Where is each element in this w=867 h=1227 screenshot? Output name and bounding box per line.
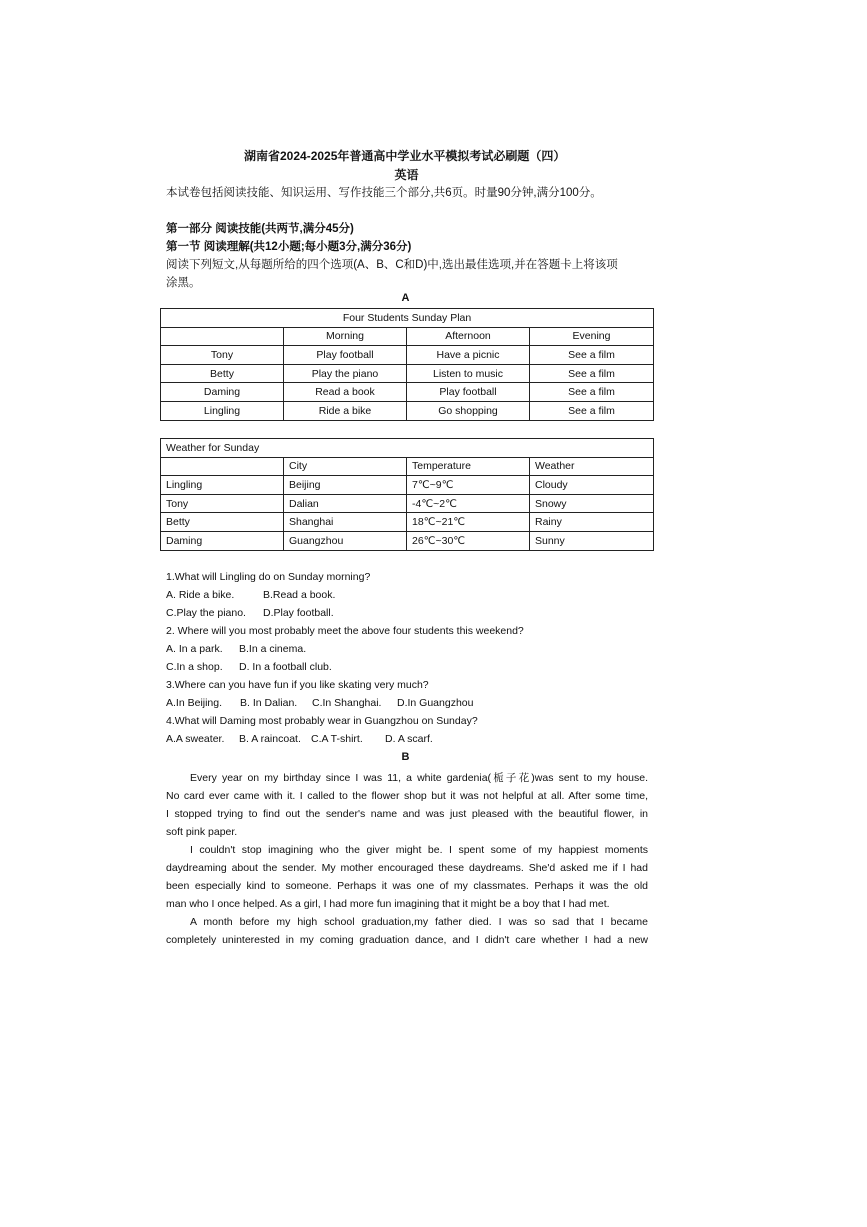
weather-cell: 18℃~21℃: [407, 513, 530, 532]
weather-cell: Tony: [161, 494, 284, 513]
plan-cell: Play football: [407, 383, 530, 402]
weather-cell: -4℃~2℃: [407, 494, 530, 513]
question-4-option-c: C.A T-shirt.: [311, 733, 363, 745]
question-4-option-d: D. A scarf.: [385, 733, 433, 745]
weather-cell: Dalian: [284, 494, 407, 513]
plan-cell: See a film: [530, 401, 654, 420]
weather-cell: Beijing: [284, 476, 407, 495]
weather-cell: Guangzhou: [284, 531, 407, 550]
plan-cell: Daming: [161, 383, 284, 402]
passage-line: been especially kind to someone. Perhaps it was one of my classmates. Perhaps it was the old: [166, 880, 648, 892]
weather-cell: 26℃~30℃: [407, 531, 530, 550]
sunday-plan-table: [160, 308, 654, 421]
question-2-option-a: A. In a park.: [166, 643, 223, 655]
question-4-option-b: B. A raincoat.: [239, 733, 301, 745]
section-one-heading: 第一节 阅读理解(共12小题;每小题3分,满分36分): [166, 241, 412, 253]
plan-cell: See a film: [530, 364, 654, 383]
plan-cell: See a film: [530, 383, 654, 402]
weather-cell: Sunny: [530, 531, 654, 550]
plan-cell: Play the piano: [284, 364, 407, 383]
plan-table-header-row: [161, 327, 654, 346]
plan-cell: Ride a bike: [284, 401, 407, 420]
question-3-stem: 3.Where can you have fun if you like skating very much?: [166, 679, 429, 691]
plan-cell: Read a book: [284, 383, 407, 402]
passage-b-text: [166, 769, 648, 949]
exam-intro: 本试卷包括阅读技能、知识运用、写作技能三个部分,共6页。时量90分钟,满分100分。: [166, 187, 602, 199]
weather-cell: Lingling: [161, 476, 284, 495]
subject-title: 英语: [394, 168, 419, 182]
plan-header-cell: Afternoon: [407, 327, 530, 346]
plan-cell: Play football: [284, 346, 407, 365]
weather-header-cell: Weather: [530, 457, 654, 476]
table-row: [161, 401, 654, 420]
instruction-line-2: 涂黑。: [166, 277, 201, 289]
weather-table-title: Weather for Sunday: [161, 439, 654, 458]
weather-cell: Cloudy: [530, 476, 654, 495]
weather-cell: Rainy: [530, 513, 654, 532]
question-1-option-a: A. Ride a bike.: [166, 589, 235, 601]
weather-header-cell: Temperature: [407, 457, 530, 476]
table-row: [161, 531, 654, 550]
question-4-option-a: A.A sweater.: [166, 733, 225, 745]
weather-cell: Snowy: [530, 494, 654, 513]
weather-cell: Daming: [161, 531, 284, 550]
plan-cell: Go shopping: [407, 401, 530, 420]
question-3-option-b: B. In Dalian.: [240, 697, 298, 709]
plan-cell: See a film: [530, 346, 654, 365]
question-2-stem: 2. Where will you most probably meet the above four students this weekend?: [166, 625, 524, 637]
passage-line: man who I once helped. As a girl, I had more fun imagining that it might be a boy that I had met.: [166, 898, 610, 910]
passage-line: I couldn't stop imagining who the giver might be. I spent some of my happiest moments: [190, 844, 648, 856]
part-one-heading: 第一部分 阅读技能(共两节,满分45分): [166, 223, 354, 235]
table-row: [161, 364, 654, 383]
exam-title: 湖南省2024-2025年普通高中学业水平模拟考试必刷题（四）: [244, 149, 566, 163]
weather-table-header-row: [161, 457, 654, 476]
passage-line: daydreaming about the sender. My mother encouraged these daydreams. She'd asked me if I had: [166, 862, 648, 874]
passage-line: Every year on my birthday since I was 11, a white gardenia(栀子花)was sent to my house.: [190, 772, 648, 784]
weather-header-cell: City: [284, 457, 407, 476]
plan-header-cell: Evening: [530, 327, 654, 346]
question-4-stem: 4.What will Daming most probably wear in Guangzhou on Sunday?: [166, 715, 478, 727]
question-1-option-b: B.Read a book.: [263, 589, 336, 601]
plan-cell: Lingling: [161, 401, 284, 420]
passage-line: No card ever came with it. I called to the flower shop but it was not helpful at all. After some time,: [166, 790, 648, 802]
table-row: [161, 494, 654, 513]
instruction-line-1: 阅读下列短文,从每题所给的四个选项(A、B、C和D)中,选出最佳选项,并在答题卡上将该项: [166, 259, 618, 271]
table-row: [161, 383, 654, 402]
plan-header-cell: [161, 327, 284, 346]
question-3-option-c: C.In Shanghai.: [312, 697, 382, 709]
weather-cell: Shanghai: [284, 513, 407, 532]
question-1-stem: 1.What will Lingling do on Sunday morning?: [166, 571, 371, 583]
passage-line: A month before my high school graduation,my father died. I was so sad that I became: [190, 916, 648, 928]
passage-b-label: B: [401, 751, 410, 763]
passage-line: completely uninterested in my coming graduation dance, and I didn't care whether I had a new: [166, 934, 648, 946]
question-3-option-d: D.In Guangzhou: [397, 697, 474, 709]
weather-header-cell: [161, 457, 284, 476]
plan-cell: Tony: [161, 346, 284, 365]
plan-cell: Listen to music: [407, 364, 530, 383]
weather-cell: Betty: [161, 513, 284, 532]
passage-a-label: A: [401, 292, 410, 304]
question-2-option-d: D. In a football club.: [239, 661, 332, 673]
plan-cell: Betty: [161, 364, 284, 383]
passage-line: I stopped trying to find out the sender's name and was just pleased with the beautiful flower, in: [166, 808, 648, 820]
question-1-option-d: D.Play football.: [263, 607, 334, 619]
sunday-weather-table: [160, 438, 654, 551]
question-2-option-c: C.In a shop.: [166, 661, 223, 673]
table-row: [161, 513, 654, 532]
plan-header-cell: Morning: [284, 327, 407, 346]
question-3-option-a: A.In Beijing.: [166, 697, 223, 709]
question-2-option-b: B.In a cinema.: [239, 643, 307, 655]
table-row: [161, 476, 654, 495]
question-1-option-c: C.Play the piano.: [166, 607, 246, 619]
plan-table-title: Four Students Sunday Plan: [161, 309, 654, 328]
passage-line: soft pink paper.: [166, 826, 238, 838]
table-row: [161, 346, 654, 365]
plan-cell: Have a picnic: [407, 346, 530, 365]
weather-cell: 7℃~9℃: [407, 476, 530, 495]
